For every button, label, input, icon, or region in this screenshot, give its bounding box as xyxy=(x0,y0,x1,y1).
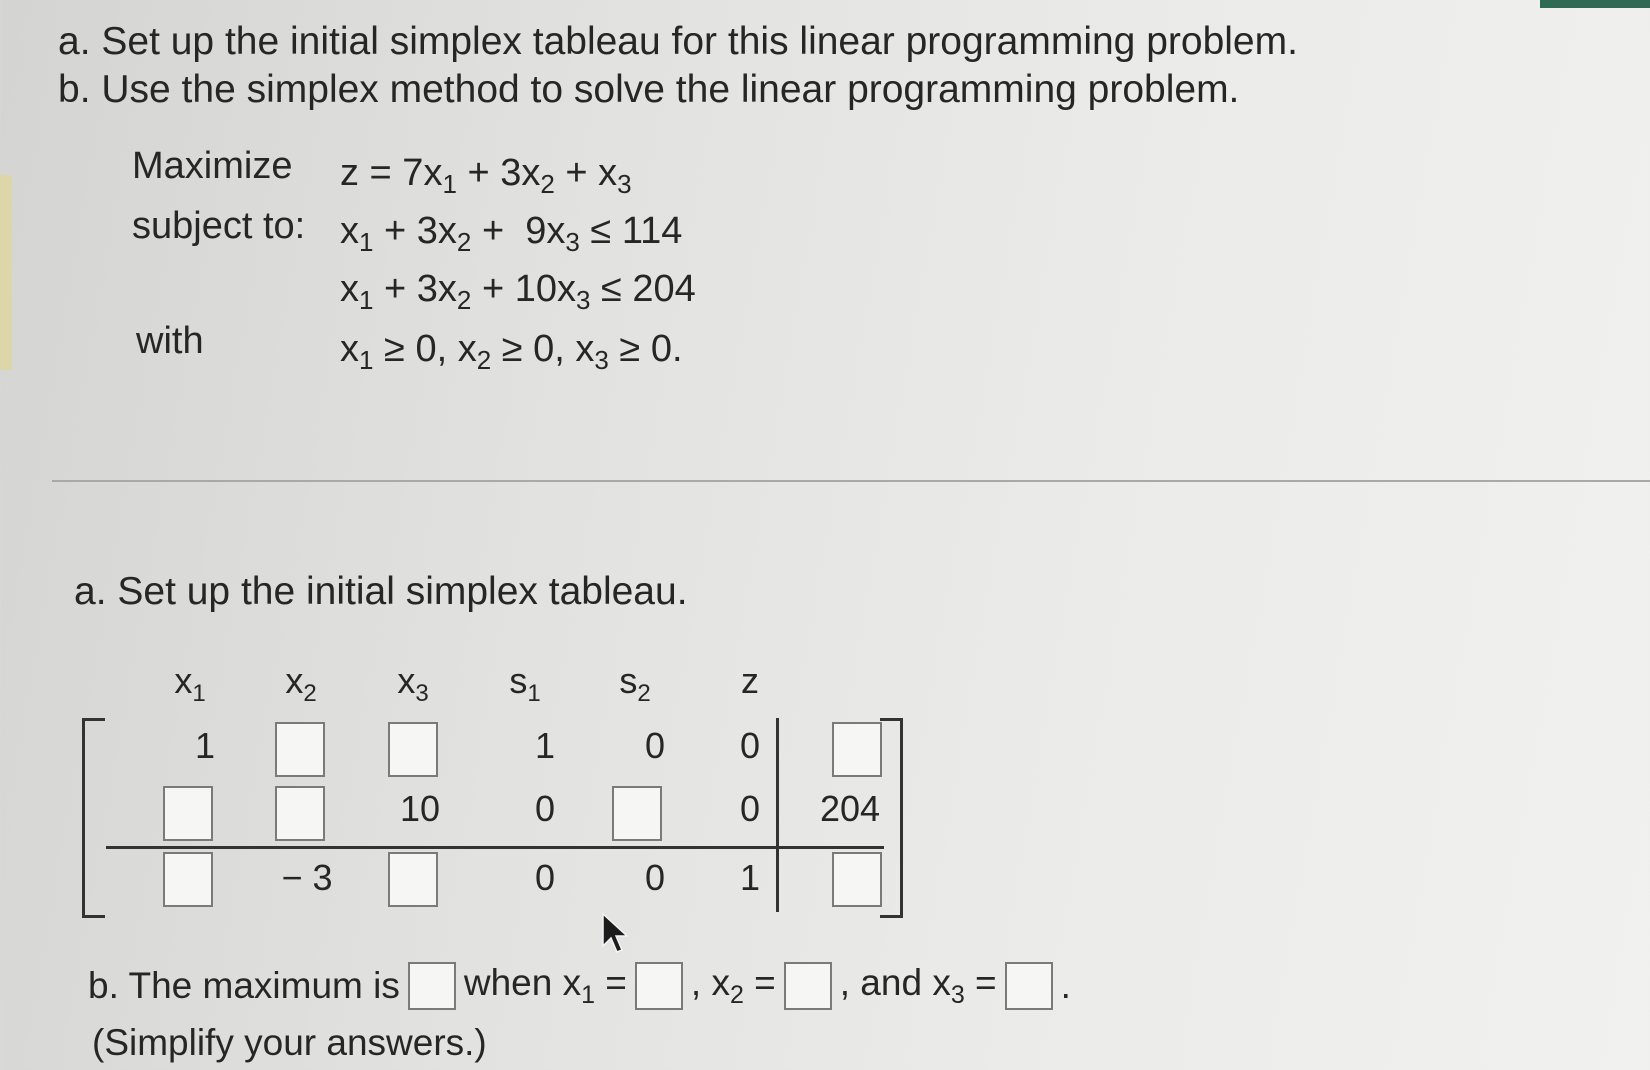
objective-function: $z = 7x_1 + 3x_2 + x_3$ xyxy=(340,152,632,199)
r1-s1-value: 1 xyxy=(534,725,556,766)
nonnegativity: $x_1 \ge 0$, $x_2 \ge 0$, $x_3 \ge 0$. xyxy=(340,328,683,375)
r3-x2-value: − 3 xyxy=(281,857,333,898)
r2-s2-input[interactable] xyxy=(612,786,662,841)
part-b-answer-line xyxy=(88,962,1071,1010)
constraint-2: $x_1 + 3x_2 + 10x_3 \le 204$ xyxy=(340,268,696,315)
r1-z-value: 0 xyxy=(739,725,761,766)
part-b-prefix: b. The maximum is xyxy=(88,965,400,1006)
section-divider xyxy=(52,480,1650,482)
left-highlight-strip xyxy=(0,175,12,370)
problem-line-b: b. Use the simplex method to solve the linear programming problem. xyxy=(58,68,1240,111)
matrix-left-bracket xyxy=(82,718,105,918)
header-x3: $x_3$ xyxy=(397,660,429,707)
objective-row-divider xyxy=(106,846,884,849)
r3-x3-input[interactable] xyxy=(388,852,438,907)
header-x1: $x_1$ xyxy=(174,660,206,707)
r2-rhs-value: 204 xyxy=(819,788,881,829)
period: . xyxy=(1060,965,1071,1006)
mouse-pointer-icon xyxy=(600,912,634,956)
r1-rhs-input[interactable] xyxy=(832,722,882,777)
header-s1: $s_1$ xyxy=(509,660,541,707)
x2-label: , $x_2$ = xyxy=(690,962,776,1009)
r2-x3-value: 10 xyxy=(399,788,441,829)
r2-s1-value: 0 xyxy=(534,788,556,829)
subject-to-label: subject to: xyxy=(132,205,306,247)
r3-rhs-input[interactable] xyxy=(832,852,882,907)
header-x2: $x_2$ xyxy=(285,660,317,707)
x1-input[interactable] xyxy=(635,962,683,1010)
r3-z-value: 1 xyxy=(739,857,761,898)
r1-x3-input[interactable] xyxy=(388,722,438,777)
r2-z-value: 0 xyxy=(739,788,761,829)
problem-line-a: a. Set up the initial simplex tableau for this linear programming problem. xyxy=(58,20,1298,63)
with-label: with xyxy=(136,320,204,362)
simplify-note: (Simplify your answers.) xyxy=(92,1022,487,1063)
r1-x2-input[interactable] xyxy=(275,722,325,777)
x3-input[interactable] xyxy=(1005,962,1053,1010)
top-accent-bar xyxy=(1540,0,1650,8)
r3-x1-input[interactable] xyxy=(163,852,213,907)
x2-input[interactable] xyxy=(784,962,832,1010)
r3-s2-value: 0 xyxy=(644,857,666,898)
maximize-label: Maximize xyxy=(132,145,293,187)
x3-label: , and $x_3$ = xyxy=(839,962,997,1009)
header-z: z xyxy=(741,660,759,701)
header-s2: $s_2$ xyxy=(619,660,651,707)
r1-s2-value: 0 xyxy=(644,725,666,766)
part-a-title: a. Set up the initial simplex tableau. xyxy=(74,570,688,613)
maximum-input[interactable] xyxy=(408,962,456,1010)
r1-x1-value: 1 xyxy=(194,725,216,766)
r2-x2-input[interactable] xyxy=(275,786,325,841)
constraint-1: $x_1 + 3x_2 + 9x_3 \le 114$ xyxy=(340,210,683,257)
r3-s1-value: 0 xyxy=(534,857,556,898)
r2-x1-input[interactable] xyxy=(163,786,213,841)
when-label: when $x_1$ = xyxy=(463,962,627,1009)
